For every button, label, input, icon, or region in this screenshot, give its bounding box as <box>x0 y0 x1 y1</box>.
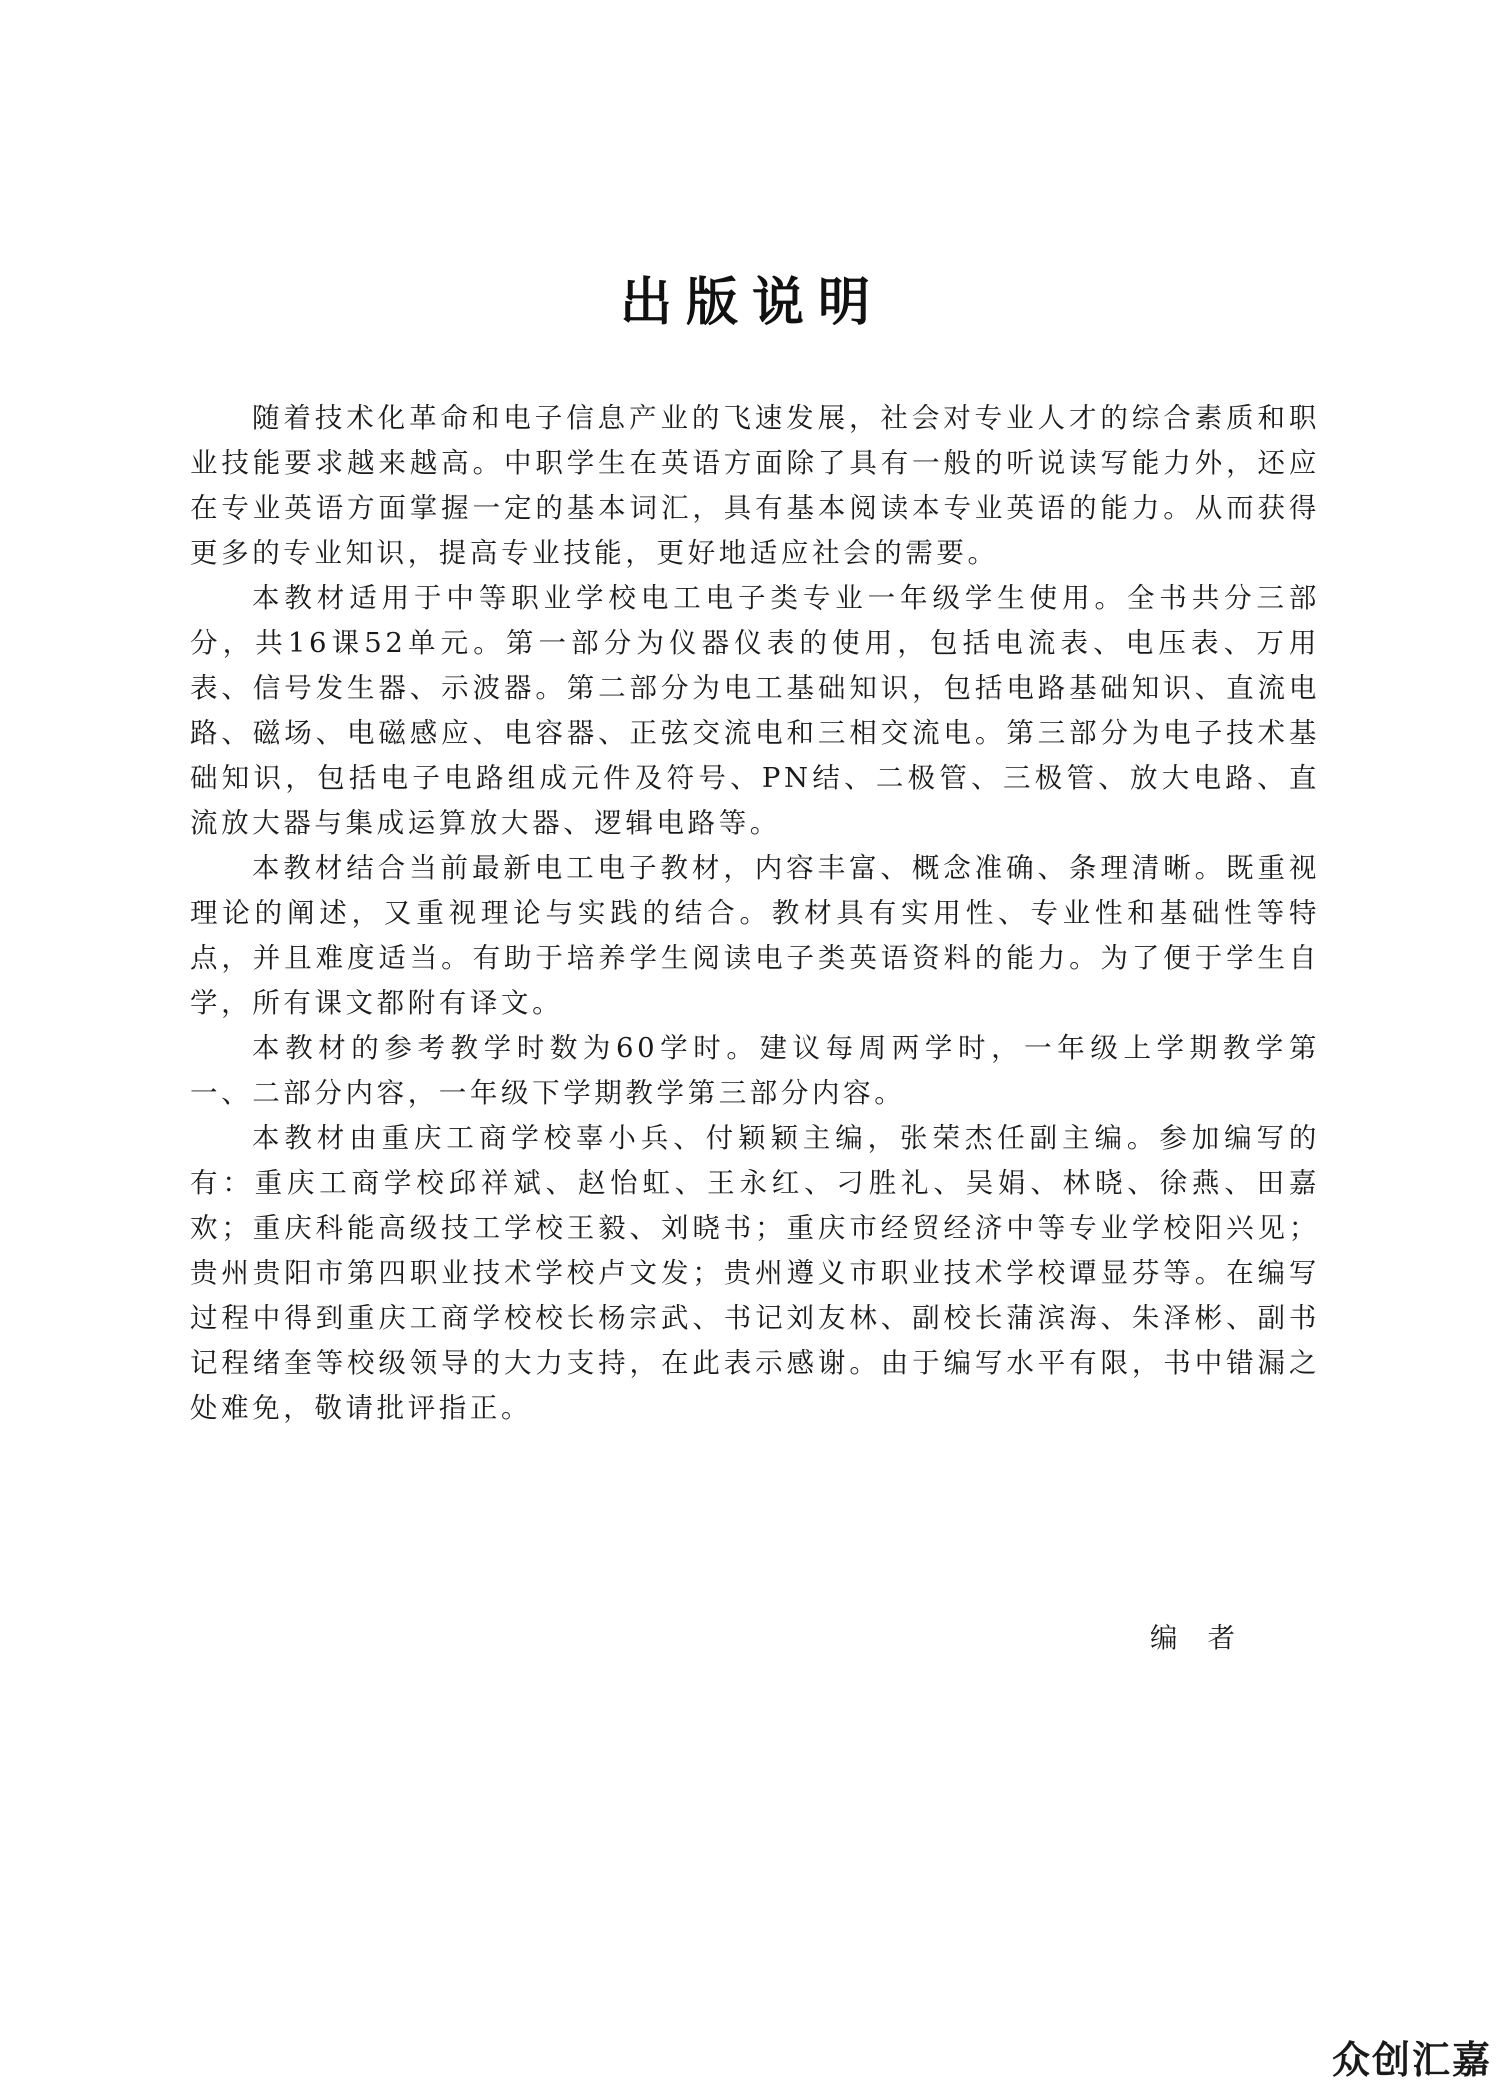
paragraph-hours: 本教材的参考教学时数为60学时。建议每周两学时，一年级上学期教学第一、二部分内容，一年级下学期教学第三部分内容。 <box>190 1032 1320 1109</box>
page-title: 出版说明 <box>619 273 884 333</box>
paragraph-intro: 随着技术化革命和电子信息产业的飞速发展，社会对专业人才的综合素质和职业技能要求越来越高。中职学生在英语方面除了具有一般的听说读写能力外，还应在专业英语方面掌握一定的基本词汇，具有基本阅读本专业英语的能力。从而获得更多的专业知识，提高专业技能，更好地适应社会的需要。 <box>190 402 1320 569</box>
signature: 编者 <box>1150 1622 1265 1654</box>
paragraph-features: 本教材结合当前最新电工电子教材，内容丰富、概念准确、条理清晰。既重视理论的阐述，又重视理论与实践的结合。教材具有实用性、专业性和基础性等特点，并且难度适当。有助于培养学生阅读电子类英语资料的能力。为了便于学生自学，所有课文都附有译文。 <box>190 852 1320 1019</box>
document-body <box>190 396 1320 1431</box>
paragraph-authors: 本教材由重庆工商学校辜小兵、付颖颖主编，张荣杰任副主编。参加编写的有：重庆工商学校邱祥斌、赵怡虹、王永红、刁胜礼、吴娟、林晓、徐燕、田嘉欢；重庆科能高级技工学校王毅、刘晓书；重庆市经贸经济中等专业学校阳兴见；贵州贵阳市第四职业技术学校卢文发；贵州遵义市职业技术学校谭显芬等。在编写过程中得到重庆工商学校校长杨宗武、书记刘友林、副校长蒲滨海、朱泽彬、副书记程绪奎等校级领导的大力支持，在此表示感谢。由于编写水平有限，书中错漏之处难免，敬请批评指正。 <box>190 1122 1320 1424</box>
paragraph-scope: 本教材适用于中等职业学校电工电子类专业一年级学生使用。全书共分三部分，共16课52单元。第一部分为仪器仪表的使用，包括电流表、电压表、万用表、信号发生器、示波器。第二部分为电工基础知识，包括电路基础知识、直流电路、磁场、电磁感应、电容器、正弦交流电和三相交流电。第三部分为电子技术基础知识，包括电子电路组成元件及符号、PN结、二极管、三极管、放大电路、直流放大器与集成运算放大器、逻辑电路等。 <box>190 582 1320 839</box>
watermark-logo: 众创汇嘉 <box>1331 2038 1492 2082</box>
